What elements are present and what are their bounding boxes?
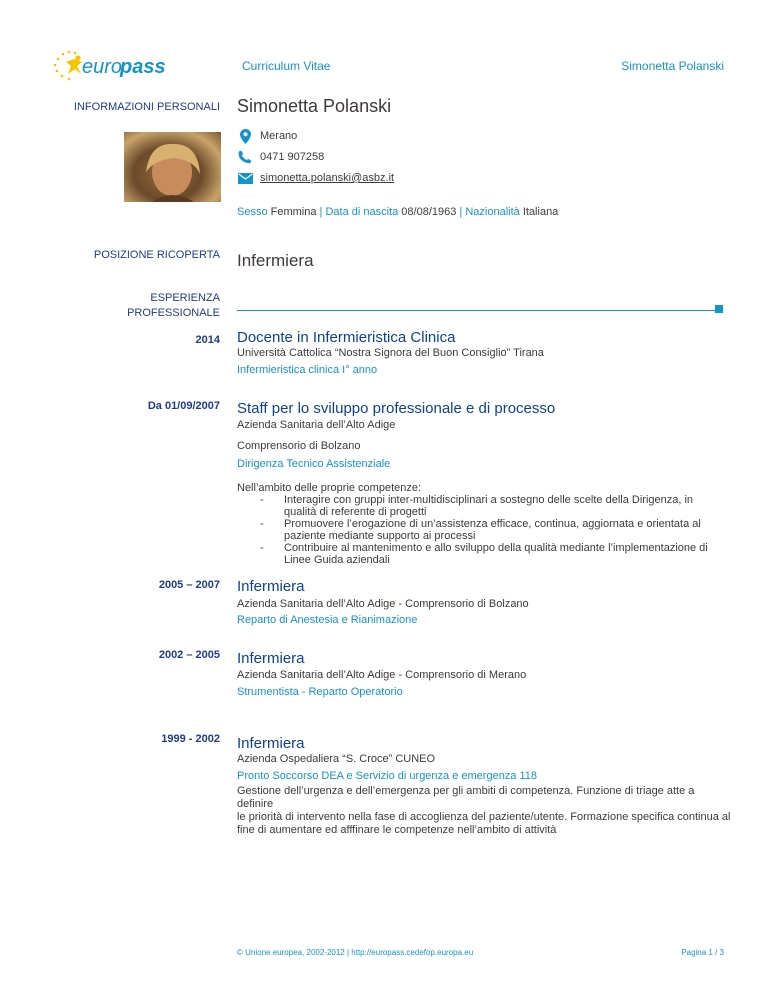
location-row [237,128,297,144]
sep-1: | [319,206,323,218]
entry-employer-2: Comprensorio di Bolzano [237,440,361,452]
entry-role: Reparto di Anestesia e Rianimazione [237,614,418,626]
entry-role: Pronto Soccorso DEA e Servizio di urgenza e emergenza 118 [237,770,538,782]
entry-role: Strumentista - Reparto Operatorio [237,686,403,698]
entry-date: Da 01/09/2007 [147,400,220,412]
nationality-value: Italiana [522,206,559,218]
section-divider [237,310,715,311]
list-item: - Contribuire al mantenimento e allo sviluppo della qualità mediante l’implementazione di Linee Guida aziendali [260,542,708,566]
email-row [237,170,394,186]
personal-info-label: INFORMAZIONI PERSONALI [73,101,220,113]
entry-employer: Azienda Sanitaria dell’Alto Adige - Comprensorio di Bolzano [237,598,529,610]
sep-2: | [459,206,463,218]
entry-employer: Università Cattolica “Nostra Signora del Buon Consiglio” Tirana [237,347,544,359]
position-value: Infermiera [237,251,314,270]
experience-label-line1: ESPERIENZA [150,292,220,304]
city: Merano [260,130,298,142]
doc-type: Curriculum Vitae [242,59,331,73]
phone: 0471 907258 [260,151,325,163]
list-item: - Promuovere l’erogazione di un’assistenza efficace, continua, aggiornata e orientata al paziente mediante supporto ai processi [260,518,701,542]
header-name: Simonetta Polanski [621,59,724,73]
entry-date: 2014 [195,334,220,346]
entry-title: Staff per lo sviluppo professionale e di processo [237,400,556,417]
personal-details [237,206,558,218]
entry-description: Gestione dell’urgenza e dell’emergenza per gli ambiti di competenza. Funzione di triage atte a definire le priorità di intervento nella fase di accoglienza del paziente/utente. Formazione specifica continua al fine di aumentare ed afffinare le competenze nell’ambito di attività [237,785,731,836]
birth-value: 08/08/1963 [401,206,457,218]
experience-label [0,291,220,321]
logo-pass: pass [120,56,166,78]
entry-title: Infermiera [237,578,305,595]
profile-photo [124,132,221,202]
location-pin-icon [237,128,253,144]
email-icon [237,170,253,186]
email-link[interactable]: simonetta.polanski@asbz.it [260,172,395,184]
full-name: Simonetta Polanski [237,96,392,116]
competence-list [237,494,717,566]
entry-employer: Azienda Ospedaliera “S. Croce” CUNEO [237,753,436,765]
entry-date: 2005 – 2007 [158,579,220,591]
experience-label-line2: PROFESSIONALE [127,307,220,319]
entry-title: Infermiera [237,650,305,667]
list-item: - Interagire con gruppi inter-multidisciplinari a sostegno delle scelte della Dirigenza, in qualità di referente di progetti [260,494,694,518]
entry-date: 2002 – 2005 [158,649,220,661]
entry-role: Dirigenza Tecnico Assistenziale [237,458,391,470]
section-square-icon [715,305,723,313]
nationality-label: Nazionalità [465,206,520,218]
entry-intro: Nell’ambito delle proprie competenze: [237,482,422,494]
entry-date: 1999 - 2002 [161,733,220,745]
europass-logo [52,50,166,82]
logo-euro: euro [82,56,123,78]
birth-label: Data di nascita [325,206,399,218]
phone-icon [237,149,253,165]
phone-row [237,149,324,165]
entry-title: Infermiera [237,735,305,752]
position-label: POSIZIONE RICOPERTA [93,249,220,261]
page-number: Pagina 1 / 3 [681,948,724,957]
entry-employer: Azienda Sanitaria dell’Alto Adige [237,419,396,431]
entry-employer: Azienda Sanitaria dell’Alto Adige - Comprensorio di Merano [237,669,527,681]
entry-role: Infermieristica clinica I° anno [237,364,378,376]
sex-value: Femmina [270,206,317,218]
entry-title: Docente in Infermieristica Clinica [237,329,456,346]
footer-copyright-link[interactable]: © Unione europea, 2002-2012 | http://europass.cedefop.europa.eu [237,948,474,957]
sex-label: Sesso [237,206,268,218]
